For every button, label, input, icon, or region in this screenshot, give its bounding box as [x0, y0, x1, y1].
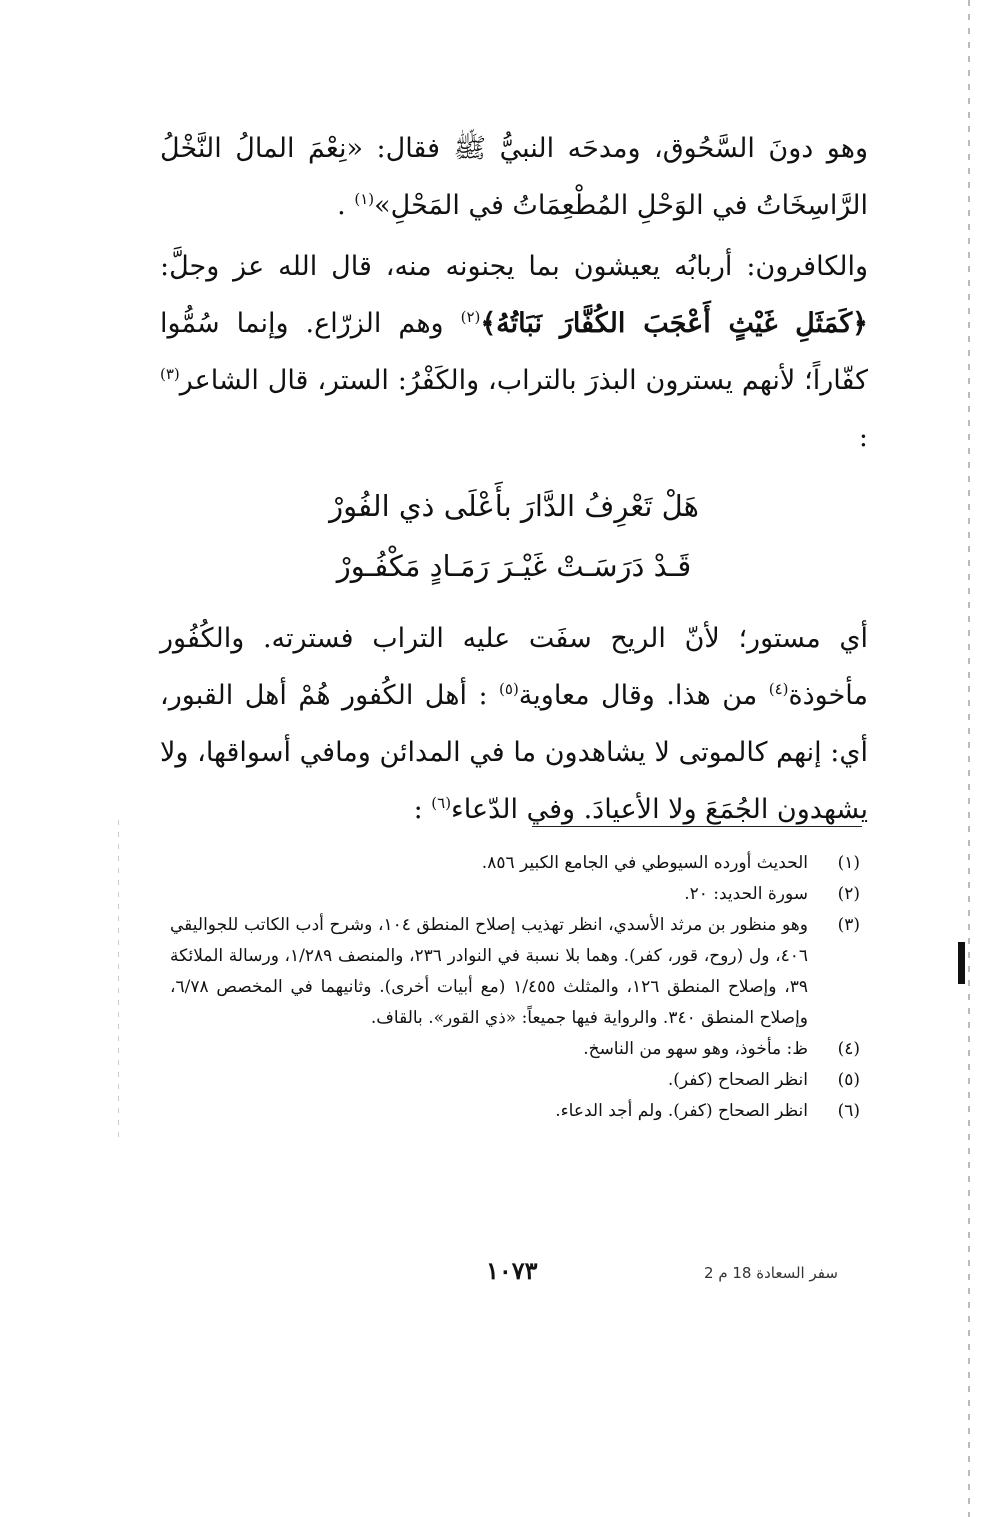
footnote-item: [170, 848, 860, 879]
footnote-text: وهو منظور بن مرثد الأسدي، انظر تهذيب إصلاح المنطق ١٠٤، وشرح أدب الكاتب للجواليقي ٤٠٦، ول (روح، قور، كفر). وهما بلا نسبة في النوادر ٢٣٦، والمنصف ١/٢٨٩، ورسالة الملائكة ٣٩، وإصلاح المنطق ١٢٦، والمثلث ١/٤٥٥ (مع أبيات أخرى). وثانيهما في المخصص ٦/٧٨، وإصلاح المنطق ٣٤٠. والرواية فيها جميعاً: «ذي القور». بالقاف.: [170, 915, 809, 1028]
footnote-text: الحديث أورده السيوطي في الجامع الكبير ٨٥٦.: [481, 853, 808, 873]
poetry-verse: [160, 476, 868, 596]
footnote-item: [170, 1065, 860, 1096]
footnote-number: (٥): [837, 1070, 860, 1090]
footnote-ref-5[interactable]: (٥): [499, 680, 519, 698]
footnote-ref-1[interactable]: (١): [354, 190, 375, 208]
footnote-item: [170, 879, 860, 910]
footnote-ref-3[interactable]: (٣): [160, 365, 180, 383]
scan-edge-line: [968, 0, 970, 1517]
footnote-text: ظ: مأخوذ، وهو سهو من الناسخ.: [583, 1039, 808, 1059]
footnote-number: (٤): [837, 1039, 860, 1059]
footnote-text: انظر الصحاح (كفر).: [667, 1070, 808, 1090]
footnote-text: انظر الصحاح (كفر). ولم أجد الدعاء.: [555, 1101, 808, 1121]
paragraph-3-text-b: من هذا. وقال معاوية: [518, 680, 769, 711]
footnotes: [170, 848, 860, 1127]
paragraph-2-text-a: والكافرون: أربابُه يعيشون بما يجنونه منه، قال الله عز وجلَّ:: [160, 251, 868, 282]
paragraph-2: [160, 238, 868, 466]
footnote-text: سورة الحديد: ٢٠.: [684, 884, 808, 904]
paragraph-3-text-a: أي مستور؛ لأنّ الريح سفَت عليه التراب فسترته. والكُفُور مأخوذة: [160, 623, 868, 711]
paragraph-3-text-c: : أهل الكُفور هُمْ أهل القبور، أي: إنهم كالموتى لا يشاهدون ما في المدائن ومافي أسواقها، ولا يشهدون الجُمَعَ ولا الأعيادَ. وفي الدّعاء: [160, 680, 868, 825]
paragraph-3: [160, 610, 868, 838]
paragraph-1: [160, 120, 868, 234]
running-footer-label: سفر السعادة 18 م 2: [704, 1264, 838, 1282]
footnote-divider: [532, 826, 862, 827]
page-number: ١٠٧٣: [486, 1256, 538, 1285]
footnote-number: (٣): [837, 915, 860, 935]
footnote-ref-2[interactable]: (٢): [460, 308, 481, 326]
footnote-ref-4[interactable]: (٤): [768, 680, 789, 698]
scan-mark: [958, 942, 965, 984]
footnote-item: [170, 910, 860, 1034]
paragraph-2-text-b: وهم الزرّاع. وإنما سُمُّوا كفّاراً؛ لأنهم يسترون البذرَ بالتراب، والكَفْرُ: الستر، قال الشاعر: [160, 308, 868, 396]
paragraph-3-end: :: [413, 794, 432, 825]
paragraph-2-end: :: [858, 422, 868, 453]
paragraph-1-text: وهو دونَ السَّحُوق، ومدحَه النبيُّ ﷺ فقال: «نِعْمَ المالُ النَّخْلُ الرَّاسِخَاتُ في الوَحْلِ المُطْعِمَاتُ في المَحْلِ»: [160, 133, 868, 221]
main-text: [160, 120, 868, 838]
footnote-number: (٦): [837, 1101, 860, 1121]
footnote-item: [170, 1096, 860, 1127]
footnote-ref-6[interactable]: (٦): [431, 794, 452, 812]
footnote-number: (٢): [837, 884, 860, 904]
scan-edge-line-left: [118, 820, 119, 1140]
paragraph-1-end: .: [337, 190, 355, 221]
quran-quote: ﴿كَمَثَلِ غَيْثٍ أَعْجَبَ الكُفَّارَ نَبَاتُهُ﴾: [480, 308, 868, 339]
verse-line-2: قَـدْ دَرَسَـتْ غَيْـرَ رَمَـادٍ مَكْفُـورْ: [336, 549, 692, 583]
verse-line-1: هَلْ تَعْرِفُ الدَّارَ بأَعْلَى ذي الفُورْ: [329, 489, 699, 523]
footnote-number: (١): [837, 853, 860, 873]
footnote-item: [170, 1034, 860, 1065]
